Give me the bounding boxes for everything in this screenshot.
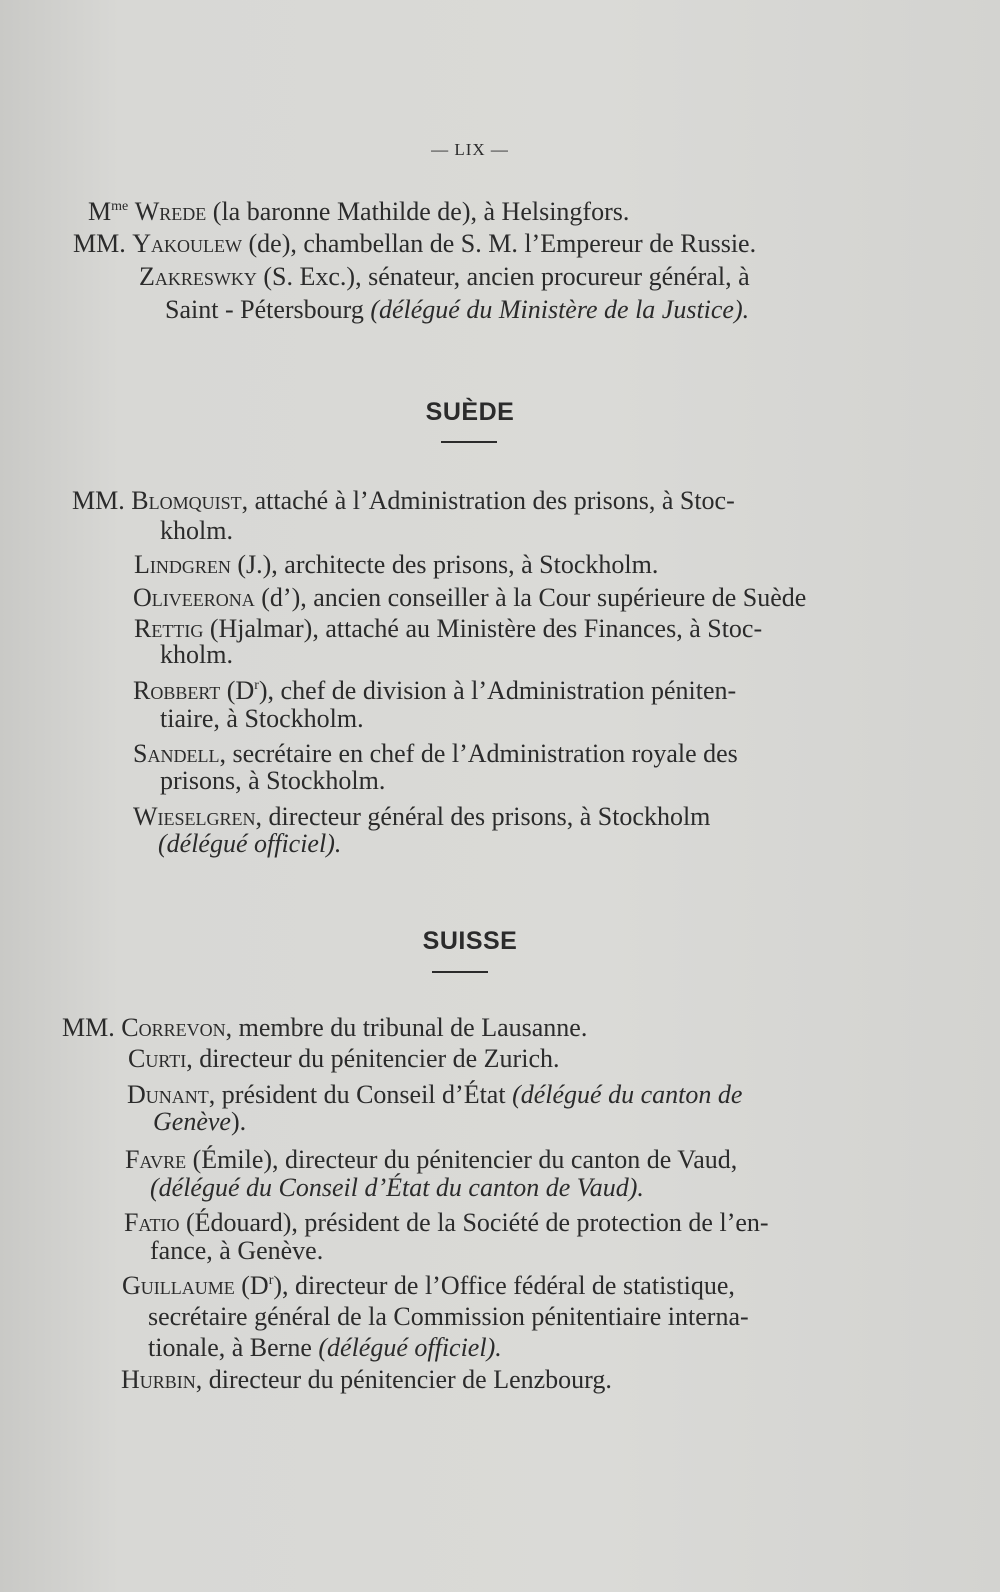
entry-wieselgren bbox=[133, 802, 710, 832]
entry-note: Genève bbox=[153, 1107, 231, 1136]
entry-sandell-cont: prisons, à Stockholm. bbox=[160, 766, 386, 795]
entry-name: Sandell bbox=[133, 739, 220, 768]
section-heading-suisse: SUISSE bbox=[422, 927, 518, 955]
entry-name: Lindgren bbox=[134, 550, 231, 579]
entry-guillaume bbox=[122, 1271, 735, 1301]
entry-favre-note: (délégué du Conseil d’État du canton de Vaud). bbox=[150, 1173, 644, 1202]
entry-fatio bbox=[124, 1208, 769, 1238]
entry-robbert bbox=[133, 676, 736, 706]
entry-text: (la baronne Mathilde de), à Helsingfors. bbox=[206, 197, 630, 226]
entry-text: (D bbox=[234, 1271, 269, 1300]
entry-lindgren bbox=[134, 550, 658, 580]
entry-name: Blomquist bbox=[131, 486, 242, 515]
title-prefix: MM. bbox=[62, 1013, 115, 1042]
entry-hurbin bbox=[121, 1365, 612, 1395]
entry-dunant-cont bbox=[153, 1107, 246, 1137]
entry-name: Wrede bbox=[134, 197, 207, 226]
entry-text: Saint - Pétersbourg bbox=[165, 295, 371, 324]
entry-text: ). bbox=[230, 1107, 247, 1136]
entry-text: , directeur du pénitencier de Zurich. bbox=[186, 1044, 560, 1073]
entry-name: Rettig bbox=[134, 614, 204, 643]
title-sup: r bbox=[268, 1273, 274, 1288]
entry-zakreswky-cont bbox=[165, 295, 749, 325]
entry-name: Favre bbox=[125, 1145, 187, 1174]
entry-correvon bbox=[62, 1013, 587, 1043]
entry-name: Hurbin bbox=[121, 1365, 196, 1394]
entry-text: (de), chambellan de S. M. l’Empereur de Russie. bbox=[242, 229, 757, 258]
entry-text: ), chef de division à l’Administration péniten- bbox=[258, 676, 737, 705]
title-prefix: MM. bbox=[72, 486, 125, 515]
entry-text: , président du Conseil d’État bbox=[208, 1080, 513, 1109]
entry-text: tionale, à Berne bbox=[148, 1333, 319, 1362]
title-prefix: MM. bbox=[73, 229, 126, 258]
entry-wieselgren-note: (délégué officiel). bbox=[158, 829, 342, 858]
entry-name: Oliveerona bbox=[133, 583, 255, 612]
entry-note: (délégué du Ministère de la Justice). bbox=[370, 295, 750, 324]
entry-blomquist-cont: kholm. bbox=[160, 516, 233, 545]
entry-text: ), directeur de l’Office fédéral de statistique, bbox=[273, 1271, 735, 1300]
heading-rule bbox=[441, 441, 497, 443]
entry-guillaume-cont2 bbox=[148, 1333, 502, 1363]
entry-name: Correvon bbox=[121, 1013, 226, 1042]
entry-text: , directeur du pénitencier de Lenzbourg. bbox=[195, 1365, 612, 1394]
entry-favre bbox=[125, 1145, 737, 1175]
entry-name: Guillaume bbox=[122, 1271, 235, 1300]
entry-text: , directeur général des prisons, à Stockholm bbox=[255, 802, 711, 831]
page-number: — LIX — bbox=[431, 140, 509, 159]
entry-name: Curti bbox=[128, 1044, 187, 1073]
entry-text: , attaché à l’Administration des prisons, à Stoc- bbox=[241, 486, 735, 515]
entry-name: Fatio bbox=[124, 1208, 180, 1237]
entry-text: (J.), architecte des prisons, à Stockholm. bbox=[230, 550, 659, 579]
entry-oliveerona bbox=[133, 583, 806, 613]
entry-text: (D bbox=[220, 676, 255, 705]
entry-sandell bbox=[133, 739, 738, 769]
title-prefix: M bbox=[88, 197, 112, 226]
entry-text: (d’), ancien conseiller à la Cour supérieure de Suède bbox=[254, 583, 807, 612]
entry-rettig-cont: kholm. bbox=[160, 640, 233, 669]
entry-curti bbox=[128, 1044, 559, 1074]
entry-name: Yakoulew bbox=[132, 229, 243, 258]
title-sup: me bbox=[111, 199, 129, 214]
entry-name: Wieselgren bbox=[133, 802, 256, 831]
entry-yakoulew bbox=[73, 229, 756, 259]
heading-rule bbox=[432, 971, 488, 973]
entry-text: (Émile), directeur du pénitencier du canton de Vaud, bbox=[186, 1145, 738, 1174]
entry-note: (délégué officiel). bbox=[318, 1333, 502, 1362]
entry-text: , membre du tribunal de Lausanne. bbox=[225, 1013, 588, 1042]
entry-guillaume-cont: secrétaire général de la Commission pénitentiaire interna- bbox=[148, 1302, 749, 1331]
entry-text: (Édouard), président de la Société de protection de l’en- bbox=[179, 1208, 769, 1237]
entry-dunant bbox=[127, 1080, 742, 1110]
entry-name: Dunant bbox=[127, 1080, 209, 1109]
entry-name: Zakreswky bbox=[139, 262, 257, 291]
entry-zakreswky bbox=[139, 262, 750, 292]
entry-text: (S. Exc.), sénateur, ancien procureur général, à bbox=[256, 262, 750, 291]
entry-name: Robbert bbox=[133, 676, 221, 705]
entry-fatio-cont: fance, à Genève. bbox=[150, 1236, 324, 1265]
entry-robbert-cont: tiaire, à Stockholm. bbox=[160, 704, 364, 733]
entry-blomquist bbox=[72, 486, 735, 516]
entry-note: (délégué du canton de bbox=[512, 1080, 743, 1109]
entry-text: (Hjalmar), attaché au Ministère des Finances, à Stoc- bbox=[203, 614, 763, 643]
entry-text: , secrétaire en chef de l’Administration royale des bbox=[219, 739, 738, 768]
entry-wrede bbox=[88, 197, 629, 227]
title-sup: r bbox=[254, 678, 259, 693]
section-heading-suede: SUÈDE bbox=[425, 398, 515, 426]
